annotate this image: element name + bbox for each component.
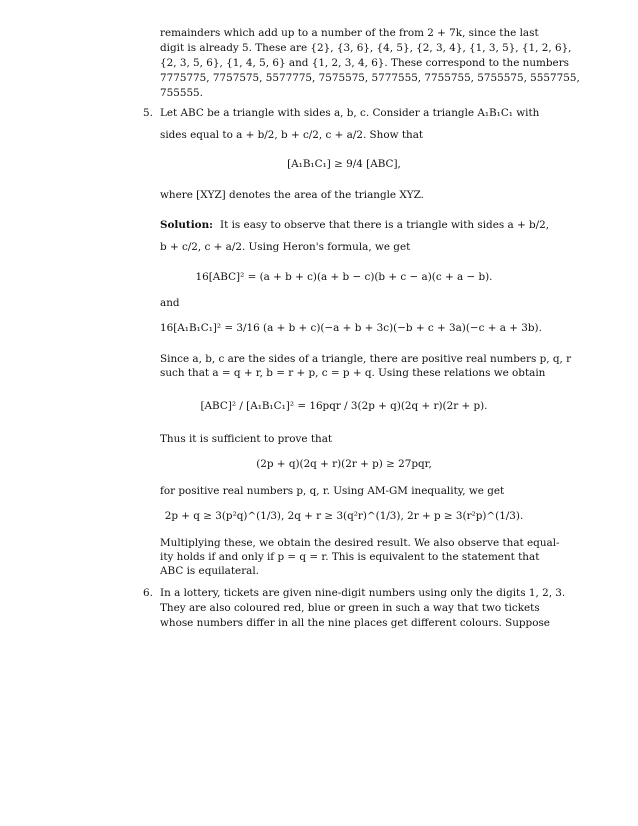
area-ratio-formula: [ABC]² / [A₁B₁C₁]² = 16pqr / 3(2p + q)(2q + r)(2r + p). [200,400,488,412]
substitution-line-2: such that a = q + r, b = r + p, c = p + q. Using these relations we obtain [160,367,546,379]
solution-label: Solution: [160,219,214,231]
problem-5-statement-line-1: Let ABC be a triangle with sides a, b, c. Consider a triangle A₁B₁C₁ with [160,107,540,119]
intro-line-1: remainders which add up to a number of the from 2 + 7k, since the last [160,27,539,39]
conclusion-line-3: ABC is equilateral. [160,565,259,577]
intro-line-5: 755555. [160,87,203,99]
intro-line-2: digit is already 5. These are {2}, {3, 6}, {4, 5}, {2, 3, 4}, {1, 3, 5}, {1, 2, 6}, [160,42,572,54]
solution-line-2: b + c/2, c + a/2. Using Heron's formula, we get [160,241,411,253]
problem-5-statement-line-2: sides equal to a + b/2, b + c/2, c + a/2. Show that [160,129,424,141]
problem-6-number: 6. [143,587,153,599]
amgm-line: for positive real numbers p, q, r. Using AM-GM inequality, we get [160,485,505,497]
problem-5-inequality: [A₁B₁C₁] ≥ 9/4 [ABC], [287,158,401,170]
amgm-formulas: 2p + q ≥ 3(p²q)^(1/3), 2q + r ≥ 3(q²r)^(1/3), 2r + p ≥ 3(r²p)^(1/3). [164,510,524,522]
problem-5-where-line: where [XYZ] denotes the area of the triangle XYZ. [160,189,424,201]
problem-6-line-3: whose numbers differ in all the nine places get different colours. Suppose [160,617,550,629]
and-text: and [160,297,180,309]
problem-6-line-2: They are also coloured red, blue or green in such a way that two tickets [160,602,540,614]
problem-6-line-1: In a lottery, tickets are given nine-digit numbers using only the digits 1, 2, 3. [160,587,566,599]
substitution-line-1: Since a, b, c are the sides of a triangle, there are positive real numbers p, q, r [160,353,572,365]
heron-formula-abc: 16[ABC]² = (a + b + c)(a + b − c)(b + c − a)(c + a − b). [195,271,493,283]
sufficient-text: Thus it is sufficient to prove that [160,433,333,445]
conclusion-line-1: Multiplying these, we obtain the desired result. We also observe that equal- [160,537,560,549]
intro-line-3: {2, 3, 5, 6}, {1, 4, 5, 6} and {1, 2, 3, 4, 6}. These correspond to the numbers [160,57,570,69]
conclusion-line-2: ity holds if and only if p = q = r. This is equivalent to the statement that [160,551,540,563]
target-inequality: (2p + q)(2q + r)(2r + p) ≥ 27pqr, [256,458,432,470]
heron-formula-a1b1c1: 16[A₁B₁C₁]² = 3/16 (a + b + c)(−a + b + 3c)(−b + c + 3a)(−c + a + 3b). [160,322,542,334]
solution-line-1: It is easy to observe that there is a triangle with sides a + b/2, [220,219,550,231]
intro-line-4: 7775775, 7757575, 5577775, 7575575, 5777555, 7755755, 5755575, 5557755, [160,72,580,84]
problem-5-number: 5. [143,107,153,119]
